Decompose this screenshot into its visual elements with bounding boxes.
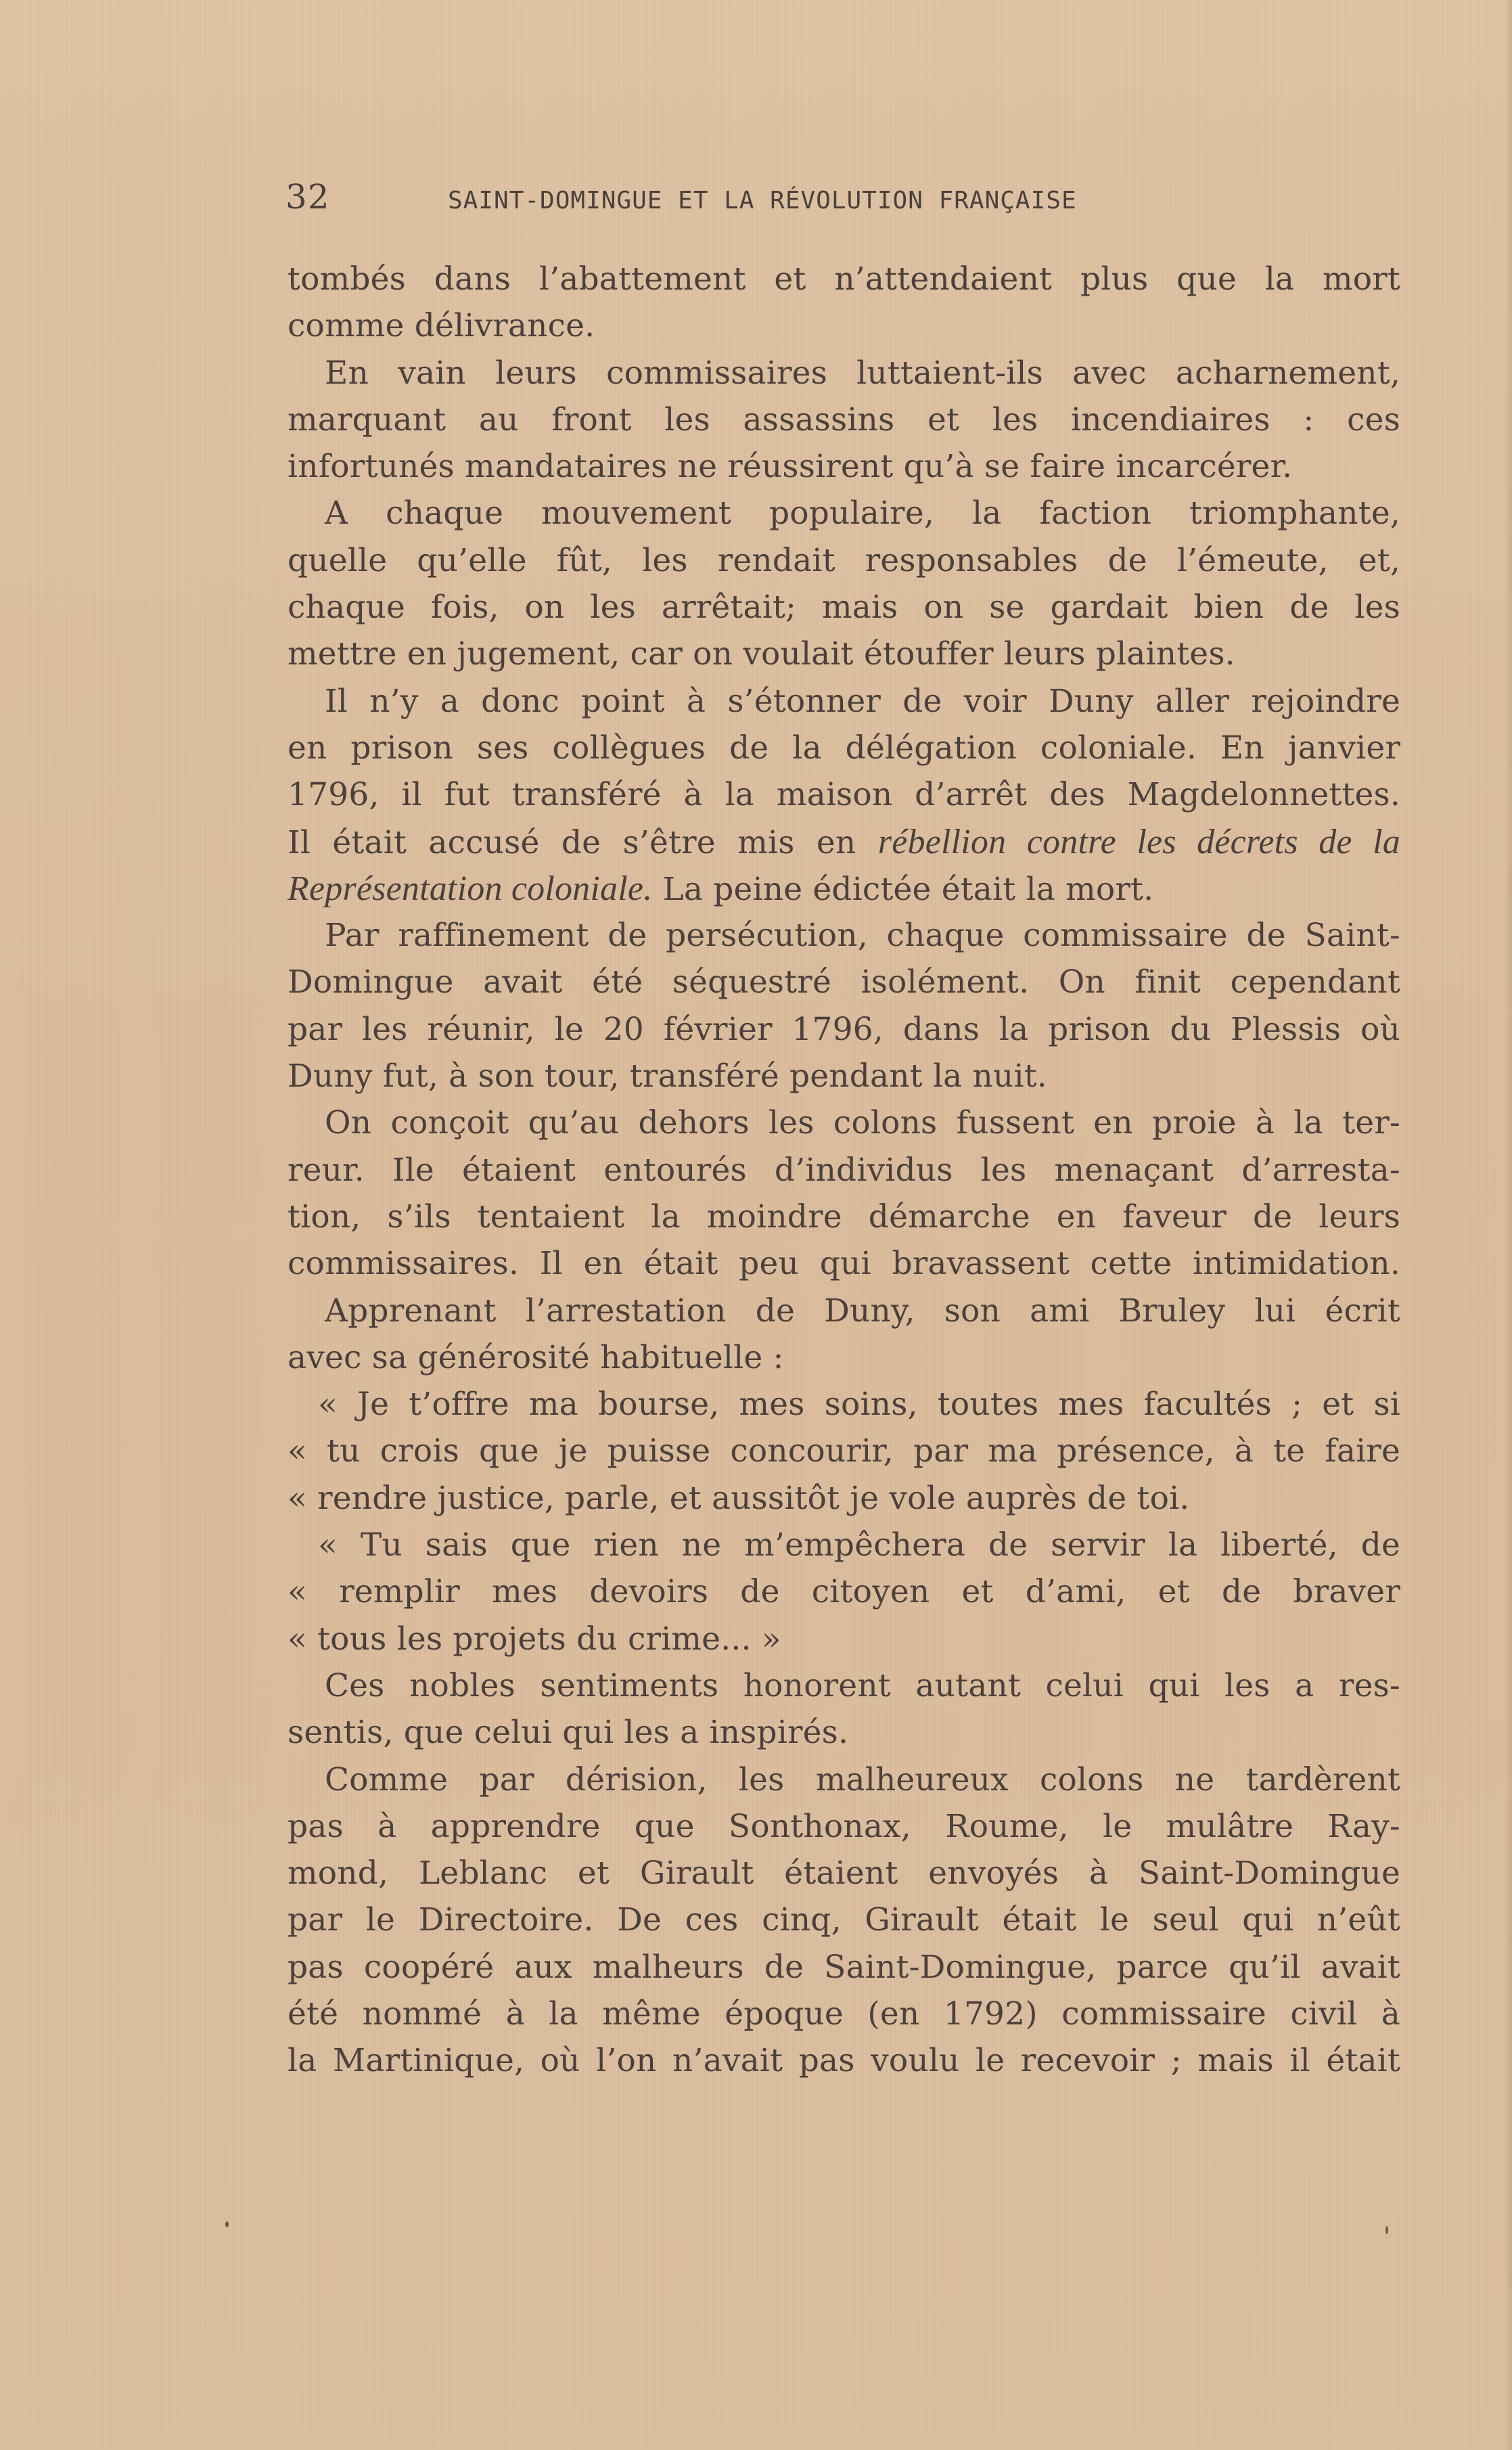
text-line: par le Directoire. De ces cinq, Girault était le seul qui n’eût xyxy=(288,1901,1400,1939)
text-line xyxy=(288,819,1400,865)
text-line: « tu crois que je puisse concourir, par ma présence, à te faire xyxy=(288,1432,1400,1470)
text-line: Par raffinement de persécution, chaque commissaire de Saint- xyxy=(325,917,1400,955)
text-line: avec sa générosité habituelle : xyxy=(288,1338,784,1376)
text-line: Duny fut, à son tour, transféré pendant la nuit. xyxy=(288,1058,1047,1095)
text-line: comme délivrance. xyxy=(288,307,595,345)
text-line: par les réunir, le 20 février 1796, dans la prison du Plessis où xyxy=(288,1010,1400,1048)
body-text xyxy=(288,256,1400,2085)
text-line: chaque fois, on les arrêtait; mais on se gardait bien de les xyxy=(288,589,1400,627)
text-line: « rendre justice, parle, et aussitôt je vole auprès de toi. xyxy=(288,1479,1190,1517)
text-line: A chaque mouvement populaire, la faction triomphante, xyxy=(325,495,1400,532)
text-line: « remplir mes devoirs de citoyen et d’ami, et de braver xyxy=(288,1573,1400,1611)
text-line: marquant au front les assassins et les incendiaires : ces xyxy=(288,401,1400,438)
text-line: mettre en jugement, car on voulait étouffer leurs plaintes. xyxy=(288,635,1235,673)
text-line: « tous les projets du crime... » xyxy=(288,1620,781,1658)
text-line: tombés dans l’abattement et n’attendaient plus que la mort xyxy=(288,260,1400,298)
paper-speck xyxy=(225,2221,229,2227)
text-line: Domingue avait été séquestré isolément. On finit cependant xyxy=(288,963,1400,1001)
running-header xyxy=(285,177,1239,218)
text-line: mond, Leblanc et Girault étaient envoyés à Saint-Domingue xyxy=(288,1855,1400,1892)
text-line: la Martinique, où l’on n’avait pas voulu le recevoir ; mais il était xyxy=(288,2042,1400,2080)
text-line: En vain leurs commissaires luttaient-ils avec acharnement, xyxy=(325,354,1400,392)
text-line: infortunés mandataires ne réussirent qu’à se faire incarcérer. xyxy=(288,448,1293,486)
text-line: Comme par dérision, les malheureux colons ne tardèrent xyxy=(325,1761,1400,1798)
text-run: Il était accusé de s’être mis en xyxy=(288,823,878,861)
text-line: « Je t’offre ma bourse, mes soins, toutes mes facultés ; et si xyxy=(318,1386,1400,1424)
text-line: On conçoit qu’au dehors les colons fussent en proie à la ter- xyxy=(325,1104,1400,1142)
text-line: Il n’y a donc point à s’étonner de voir Duny aller rejoindre xyxy=(325,682,1400,720)
page-edge-shadow xyxy=(1505,0,1512,2450)
text-line: commissaires. Il en était peu qui bravassent cette intimidation. xyxy=(288,1245,1400,1283)
text-line: 1796, il fut transféré à la maison d’arrêt des Magdelonnettes. xyxy=(288,776,1400,814)
text-line: quelle qu’elle fût, les rendait responsables de l’émeute, et, xyxy=(288,541,1400,579)
text-line: sentis, que celui qui les a inspirés. xyxy=(288,1714,849,1752)
italic-text-run: rébellion contre les décrets de la xyxy=(877,822,1400,861)
text-line: Ces nobles sentiments honorent autant celui qui les a res- xyxy=(325,1666,1400,1704)
text-line: en prison ses collègues de la délégation coloniale. En janvier xyxy=(288,729,1400,767)
paper-speck xyxy=(1385,2226,1388,2234)
text-line: pas coopéré aux malheurs de Saint-Domingue, parce qu’il avait xyxy=(288,1948,1400,1986)
text-line: Apprenant l’arrestation de Duny, son ami Bruley lui écrit xyxy=(325,1292,1400,1330)
text-line: reur. Ile étaient entourés d’individus les menaçant d’arresta- xyxy=(288,1151,1400,1189)
text-run: La peine édictée était la mort. xyxy=(652,870,1154,908)
text-line: « Tu sais que rien ne m’empêchera de servir la liberté, de xyxy=(318,1526,1400,1564)
text-line: tion, s’ils tentaient la moindre démarche en faveur de leurs xyxy=(288,1198,1400,1235)
text-line: pas à apprendre que Sonthonax, Roume, le mulâtre Ray- xyxy=(288,1807,1400,1845)
running-title: SAINT-DOMINGUE ET LA RÉVOLUTION FRANÇAISE xyxy=(448,187,1077,214)
page-number: 32 xyxy=(285,177,330,217)
text-line: été nommé à la même époque (en 1792) commissaire civil à xyxy=(288,1995,1400,2033)
italic-text-run: Représentation coloniale. xyxy=(288,869,653,908)
text-line xyxy=(288,865,1400,912)
